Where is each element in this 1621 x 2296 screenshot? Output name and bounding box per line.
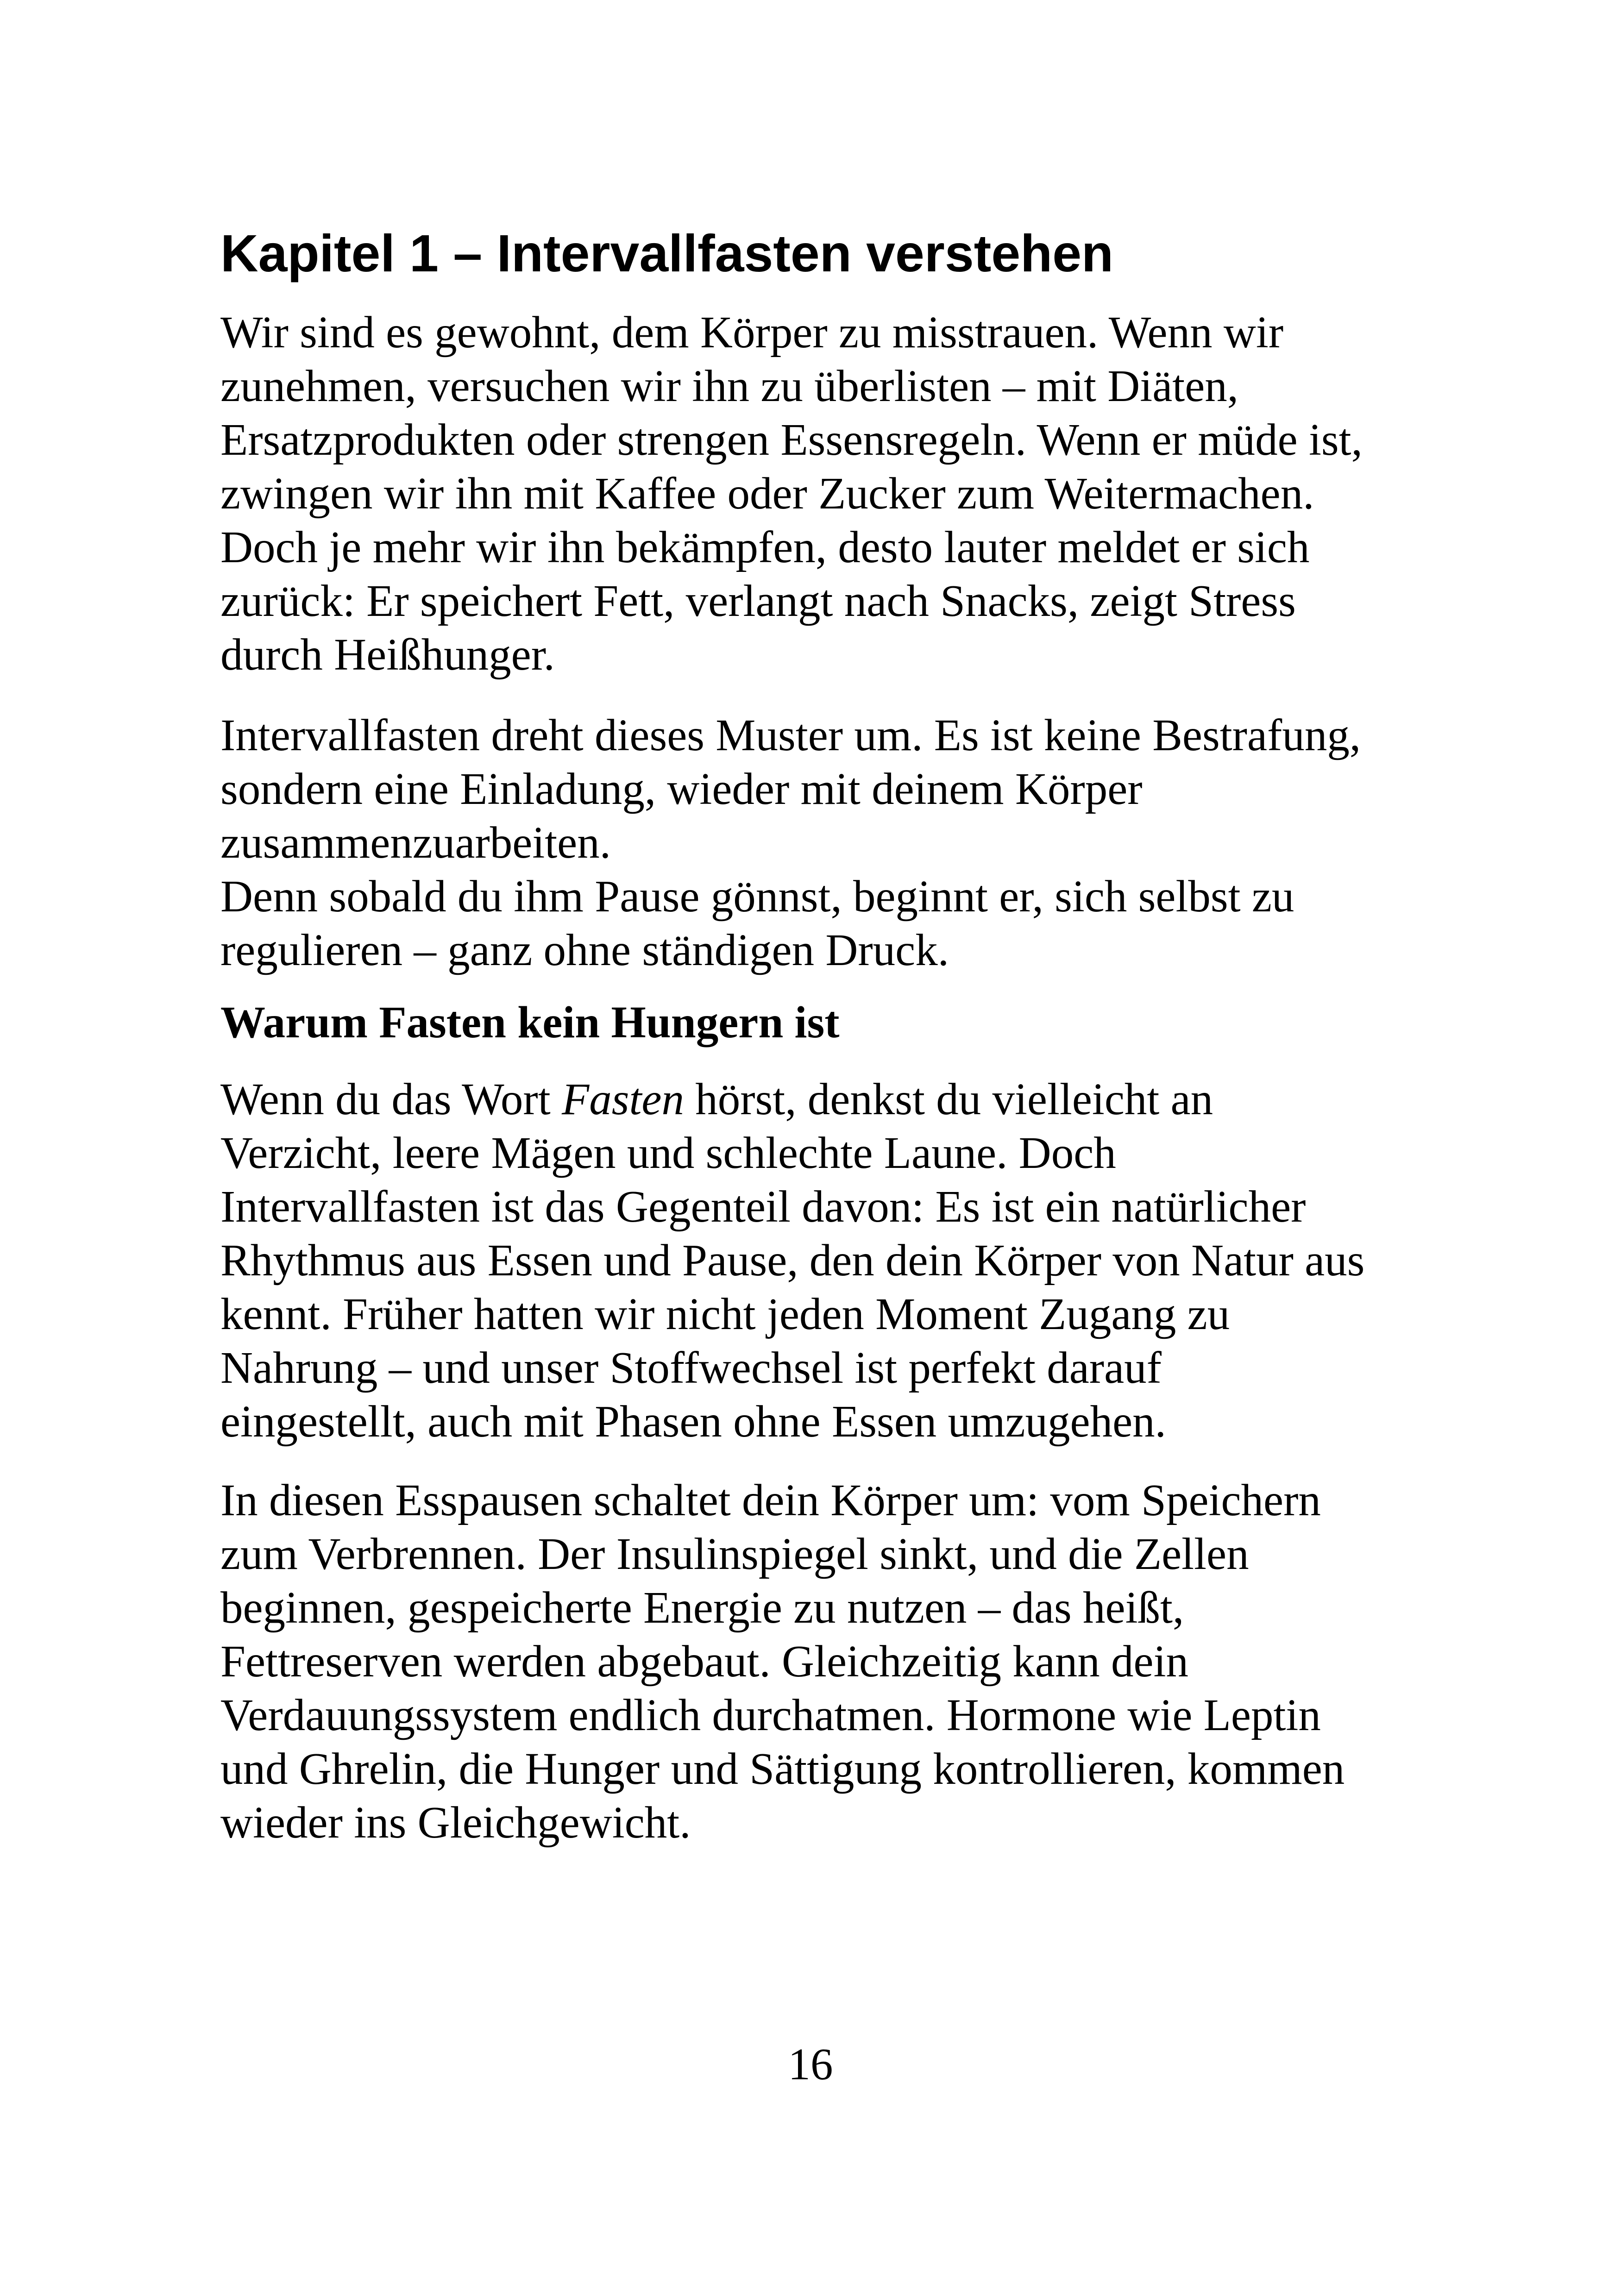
text-line: Wir sind es gewohnt, dem Körper zu misstrauen. Wenn wir xyxy=(220,307,1284,357)
text-line: eingestellt, auch mit Phasen ohne Essen umzugehen. xyxy=(220,1397,1166,1446)
text-segment: Wenn du das Wort xyxy=(220,1074,562,1124)
text-line: Nahrung – und unser Stoffwechsel ist perfekt darauf xyxy=(220,1343,1162,1393)
page-number: 16 xyxy=(788,2039,833,2089)
text-line: zum Verbrennen. Der Insulinspiegel sinkt, und die Zellen xyxy=(220,1529,1249,1579)
text-line: Doch je mehr wir ihn bekämpfen, desto lauter meldet er sich xyxy=(220,522,1310,572)
paragraph-3 xyxy=(220,1073,1364,1449)
text-line: zurück: Er speichert Fett, verlangt nach Snacks, zeigt Stress xyxy=(220,576,1296,626)
paragraph-4 xyxy=(220,1474,1345,1850)
text-line: zunehmen, versuchen wir ihn zu überlisten – mit Diäten, xyxy=(220,361,1239,411)
text-line: zusammenzuarbeiten. xyxy=(220,818,611,867)
text-line: sondern eine Einladung, wieder mit deinem Körper xyxy=(220,764,1143,814)
text-segment: hörst, denkst du vielleicht an xyxy=(684,1074,1213,1124)
italic-word: Fasten xyxy=(561,1074,684,1124)
text-line: durch Heißhunger. xyxy=(220,630,555,679)
text-line: wieder ins Gleichgewicht. xyxy=(220,1798,691,1847)
text-line: Verdauungssystem endlich durchatmen. Hormone wie Leptin xyxy=(220,1690,1321,1740)
text-line: regulieren – ganz ohne ständigen Druck. xyxy=(220,925,949,975)
paragraph-2 xyxy=(220,709,1361,977)
text-line: zwingen wir ihn mit Kaffee oder Zucker zum Weitermachen. xyxy=(220,469,1314,518)
text-line: Verzicht, leere Mägen und schlechte Laune. Doch xyxy=(220,1128,1116,1178)
text-line: und Ghrelin, die Hunger und Sättigung kontrollieren, kommen xyxy=(220,1744,1345,1794)
text-line: kennt. Früher hatten wir nicht jeden Moment Zugang zu xyxy=(220,1289,1230,1339)
text-line: Intervallfasten dreht dieses Muster um. Es ist keine Bestrafung, xyxy=(220,710,1361,760)
text-line: Denn sobald du ihm Pause gönnst, beginnt er, sich selbst zu xyxy=(220,872,1294,921)
text-line: Intervallfasten ist das Gegenteil davon: Es ist ein natürlicher xyxy=(220,1182,1306,1231)
text-line: Ersatzprodukten oder strengen Essensregeln. Wenn er müde ist, xyxy=(220,415,1363,464)
text-line: Fettreserven werden abgebaut. Gleichzeitig kann dein xyxy=(220,1637,1189,1686)
text-line: Rhythmus aus Essen und Pause, den dein Körper von Natur aus xyxy=(220,1236,1365,1285)
text-line: In diesen Esspausen schaltet dein Körper um: vom Speichern xyxy=(220,1475,1321,1525)
section-heading: Warum Fasten kein Hungern ist xyxy=(220,997,840,1047)
chapter-title: Kapitel 1 – Intervallfasten verstehen xyxy=(220,224,1114,282)
text-line xyxy=(220,1073,1364,1126)
text-line: beginnen, gespeicherte Energie zu nutzen – das heißt, xyxy=(220,1583,1184,1632)
paragraph-1 xyxy=(220,306,1363,682)
